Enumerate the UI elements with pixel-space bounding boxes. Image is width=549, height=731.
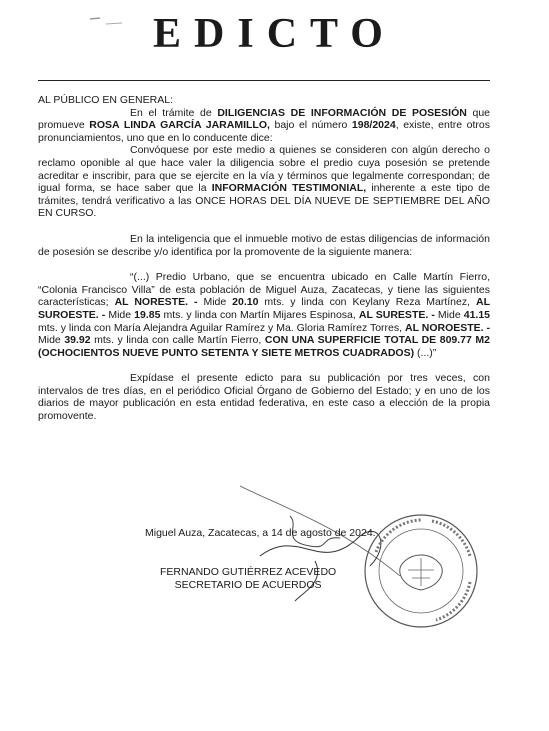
text: (...)” [414, 346, 437, 359]
boundary-label: AL NOROESTE. - [405, 321, 491, 334]
text: mts. y linda con Keylany Reza Martínez, [258, 296, 476, 309]
text: “(...) Predio Urbano, que se encuentra ubicado en Calle Martín Fierro, “Colonia Francisco Villa” de esta población de Miguel Auza, Zacatecas, y tiene las siguientes características; [38, 271, 490, 309]
official-seal [362, 512, 480, 630]
text: Convóquese por este medio a quienes se consideren con algún derecho o reclamo oponible al que hace valer la diligencia sobre el predio cuya posesión se pretende acreditar e inscribir, para que se ejercite en la vía y términos que legalmente correspondan; de igual forma, se hace saber que la [38, 144, 490, 195]
paragraph-publication: Expídase el presente edicto para su publicación por tres veces, con intervalos de tres días, en el periódico Oficial Órgano de Gobierno del Estado; y en uno de los diarios de mayor publicación en esta entidad federativa, en este caso a elección de la propia promovente. [38, 372, 490, 423]
paragraph-property [38, 271, 490, 359]
measure: 20.10 [232, 296, 259, 309]
text: mts. y linda con calle Martín Fierro, [90, 334, 265, 347]
place-and-date: Miguel Auza, Zacatecas, a 14 de agosto de 2024. [145, 527, 376, 539]
document-body [38, 94, 490, 423]
total-surface: CON UNA SUPERFICIE TOTAL DE 809.77 M2 (OCHOCIENTOS NUEVE PUNTO SETENTA Y SIETE METROS CUADRADOS) [38, 334, 490, 359]
procedure-type: DILIGENCIAS DE INFORMACIÓN DE POSESIÓN [217, 106, 467, 119]
promoter-name: ROSA LINDA GARCÍA JARAMILLO, [89, 119, 270, 132]
measure: 39.92 [64, 334, 91, 347]
document-title: EDICTO [153, 11, 396, 57]
text: que promueve [38, 106, 491, 132]
paragraph-summons [38, 144, 490, 220]
paragraph-case [38, 107, 490, 145]
text: inherente a este tipo de trámites, tendrá verificativo a las ONCE HORAS DEL DÍA NUEVE DE SEPTIEMBRE DEL AÑO EN CURSO. [38, 182, 490, 220]
text: Mide [197, 296, 233, 309]
signature-block [160, 566, 336, 592]
text: Mide [38, 334, 65, 347]
boundary-label: AL NORESTE. - [114, 296, 198, 309]
text: En el trámite de [130, 106, 218, 119]
text: , existe, entre otros pronunciamientos, uno que en lo conducente dice: [38, 119, 491, 144]
measure: 19.85 [134, 308, 161, 321]
text: bajo el número [269, 119, 352, 132]
title-divider [38, 80, 490, 81]
measure: 41.15 [463, 308, 491, 321]
case-number: 198/2024 [351, 119, 396, 132]
testimonial-label: INFORMACIÓN TESTIMONIAL, [211, 182, 367, 195]
signer-name: FERNANDO GUTIÉRREZ ACEVEDO [160, 566, 337, 578]
signer-title: SECRETARIO DE ACUERDOS [174, 579, 322, 591]
text: mts. y linda con María Alejandra Aguilar Ramírez y Ma. Gloria Ramírez Torres, [38, 321, 405, 334]
paragraph-description-intro: En la inteligencia que el inmueble motivo de estas diligencias de información de posesión se describe y/o identifica por la promovente de la siguiente manera: [38, 232, 490, 258]
text: Mide [105, 308, 135, 321]
text: Mide [434, 308, 464, 321]
text: mts. y linda con Martín Mijares Espinosa, [160, 308, 359, 321]
boundary-label: AL SUROESTE. - [38, 296, 490, 321]
salutation: AL PÚBLICO EN GENERAL: [38, 94, 173, 106]
boundary-label: AL SURESTE. - [358, 308, 435, 321]
